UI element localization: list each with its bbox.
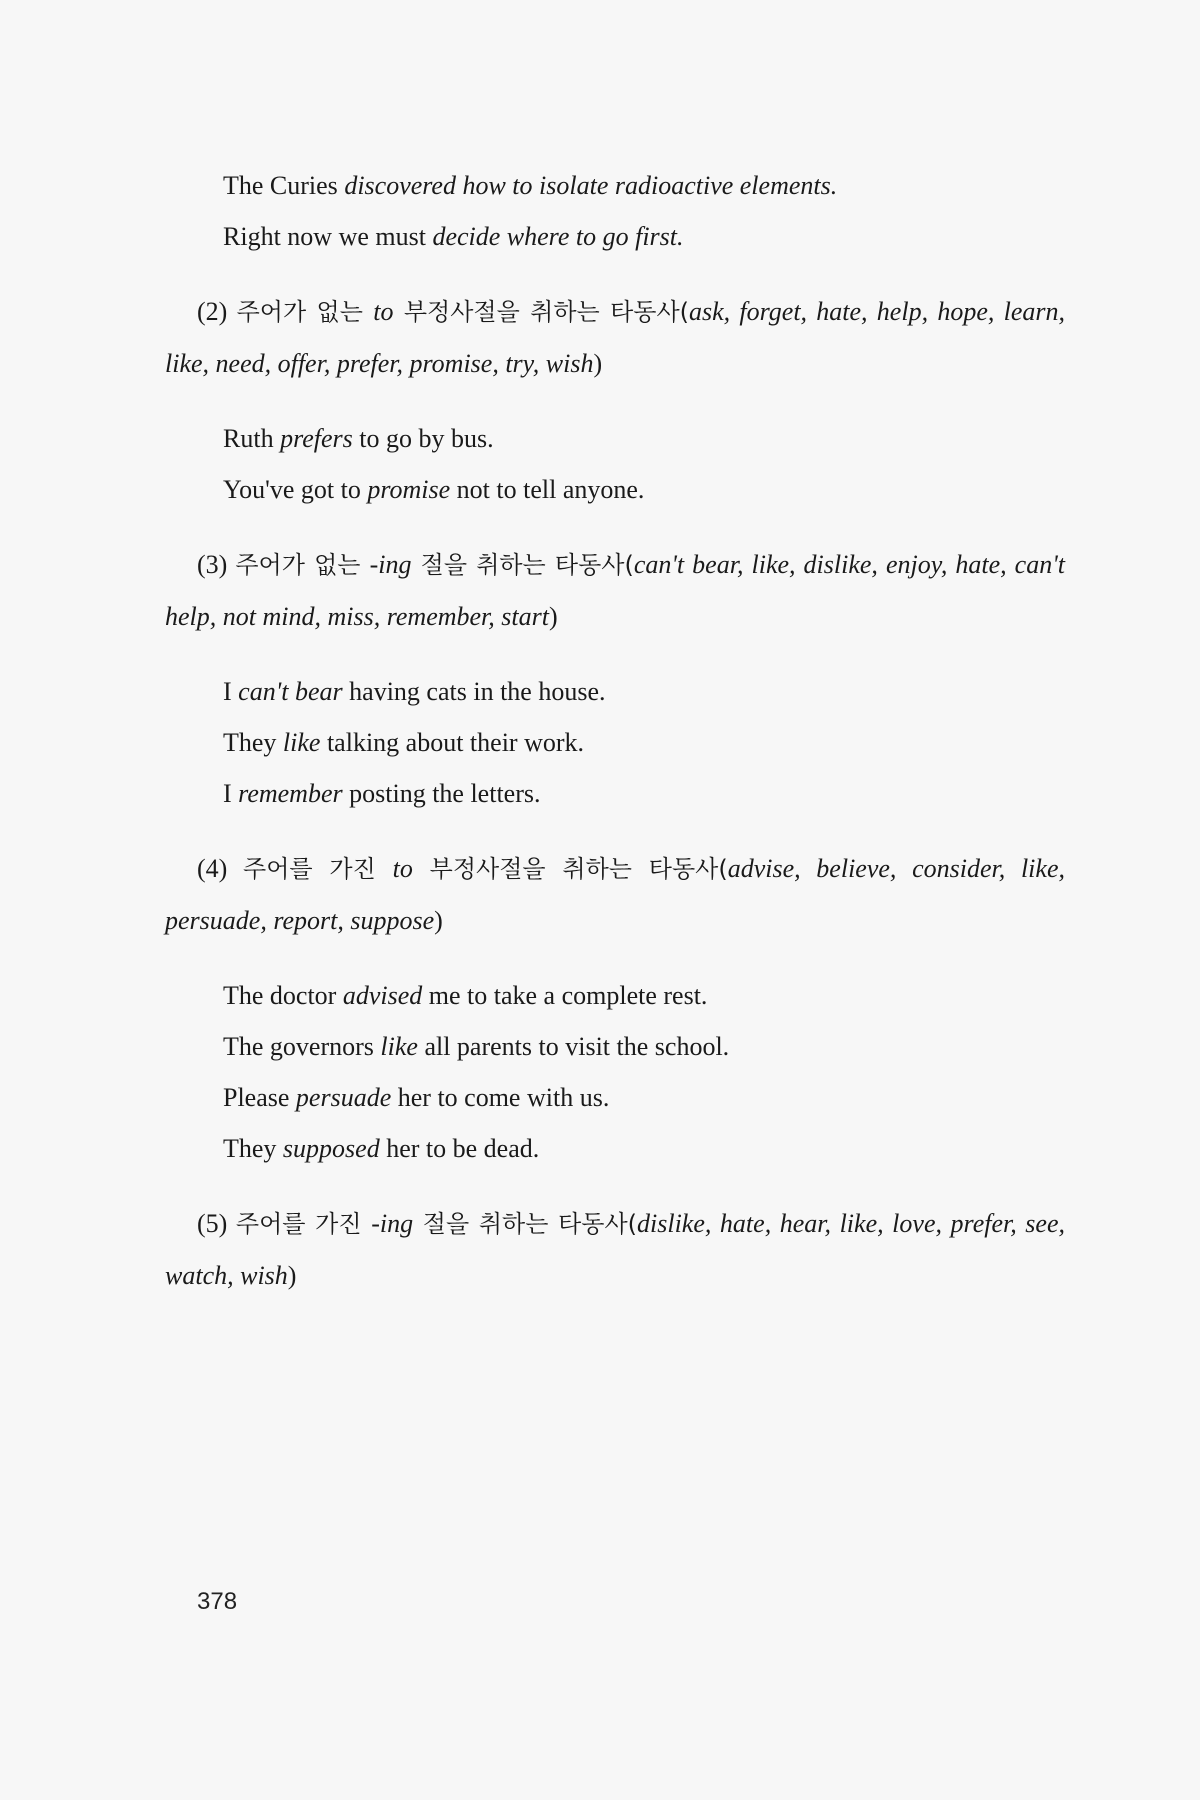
example-text: I — [223, 677, 239, 706]
example-text: all parents to visit the school. — [417, 1032, 730, 1061]
section-heading-5 — [165, 1198, 1065, 1301]
example-sentence — [223, 768, 1065, 819]
section-number: (3) — [197, 550, 236, 579]
section-title-ko: 절을 취하는 타동사( — [411, 551, 634, 579]
example-sentence — [223, 211, 1065, 262]
section-title-ko: 주어를 가진 — [243, 855, 393, 883]
example-text: her to be dead. — [379, 1134, 540, 1163]
section-title-ko: 절을 취하는 타동사( — [413, 1210, 637, 1238]
section-heading-3 — [165, 539, 1065, 642]
section-title-ko: 주어가 없는 — [236, 298, 374, 326]
example-text: I — [223, 779, 239, 808]
example-sentence — [223, 1123, 1065, 1174]
example-text: having cats in the house. — [342, 677, 606, 706]
section-title-ko: 주어가 없는 — [235, 551, 370, 579]
close-paren: ) — [287, 1261, 297, 1290]
example-verb: advised — [342, 981, 423, 1010]
example-sentence — [223, 666, 1065, 717]
verb-list: advise, believe, consider, like, persuade, report, suppose — [165, 854, 1065, 935]
example-verb: like — [380, 1032, 418, 1061]
example-text: Right now we must — [223, 222, 433, 251]
page-number: 378 — [197, 1588, 238, 1615]
example-text: posting the letters. — [342, 779, 541, 808]
example-verb: decide where to go first. — [432, 222, 684, 251]
verb-list: ask, forget, hate, help, hope, learn, like, need, offer, prefer, promise, try, wish — [165, 297, 1065, 378]
example-text: her to come with us. — [391, 1083, 610, 1112]
example-text: The governors — [223, 1032, 381, 1061]
section-title-ko: 부정사절을 취하는 타동사( — [393, 298, 689, 326]
example-text: not to tell anyone. — [450, 475, 645, 504]
section-number: (2) — [197, 297, 237, 326]
example-sentence — [223, 717, 1065, 768]
example-verb: discovered how to isolate radioactive elements. — [344, 171, 838, 200]
section-heading-4 — [165, 843, 1065, 946]
page-content — [165, 160, 1065, 1325]
example-text: to go by bus. — [352, 424, 494, 453]
example-text: You've got to — [223, 475, 368, 504]
example-sentence — [223, 464, 1065, 515]
section-title-ko: 부정사절을 취하는 타동사( — [412, 855, 728, 883]
close-paren: ) — [434, 906, 443, 935]
example-verb: promise — [367, 475, 451, 504]
verb-list: dislike, hate, hear, like, love, prefer, see, watch, wish — [165, 1209, 1065, 1290]
example-verb: can't bear — [238, 677, 343, 706]
section-form: to — [373, 297, 394, 326]
example-sentence — [223, 970, 1065, 1021]
example-verb: like — [282, 728, 321, 757]
verb-list: can't bear, like, dislike, enjoy, hate, can't help, not mind, miss, remember, start — [165, 550, 1065, 631]
example-group-3 — [165, 666, 1065, 819]
example-group-top — [165, 160, 1065, 262]
example-text: The doctor — [223, 981, 343, 1010]
example-verb: prefers — [280, 424, 353, 453]
section-form: -ing — [371, 1209, 414, 1238]
example-text: Please — [223, 1083, 296, 1112]
section-form: to — [392, 854, 413, 883]
example-text: They — [223, 1134, 283, 1163]
section-heading-2 — [165, 286, 1065, 389]
example-text: They — [223, 728, 283, 757]
example-sentence — [223, 413, 1065, 464]
example-text: me to take a complete rest. — [422, 981, 708, 1010]
section-form: -ing — [369, 550, 412, 579]
example-verb: remember — [238, 779, 343, 808]
close-paren: ) — [593, 349, 603, 378]
section-title-ko: 주어를 가진 — [235, 1210, 372, 1238]
example-text: The Curies — [223, 171, 345, 200]
example-text: talking about their work. — [320, 728, 585, 757]
section-number: (4) — [197, 854, 244, 883]
example-sentence — [223, 1072, 1065, 1123]
example-sentence — [223, 160, 1065, 211]
section-number: (5) — [197, 1209, 236, 1238]
example-sentence — [223, 1021, 1065, 1072]
example-verb: persuade — [295, 1083, 392, 1112]
close-paren: ) — [548, 602, 558, 631]
example-group-4 — [165, 970, 1065, 1174]
example-group-2 — [165, 413, 1065, 515]
example-verb: supposed — [282, 1134, 380, 1163]
example-text: Ruth — [223, 424, 281, 453]
